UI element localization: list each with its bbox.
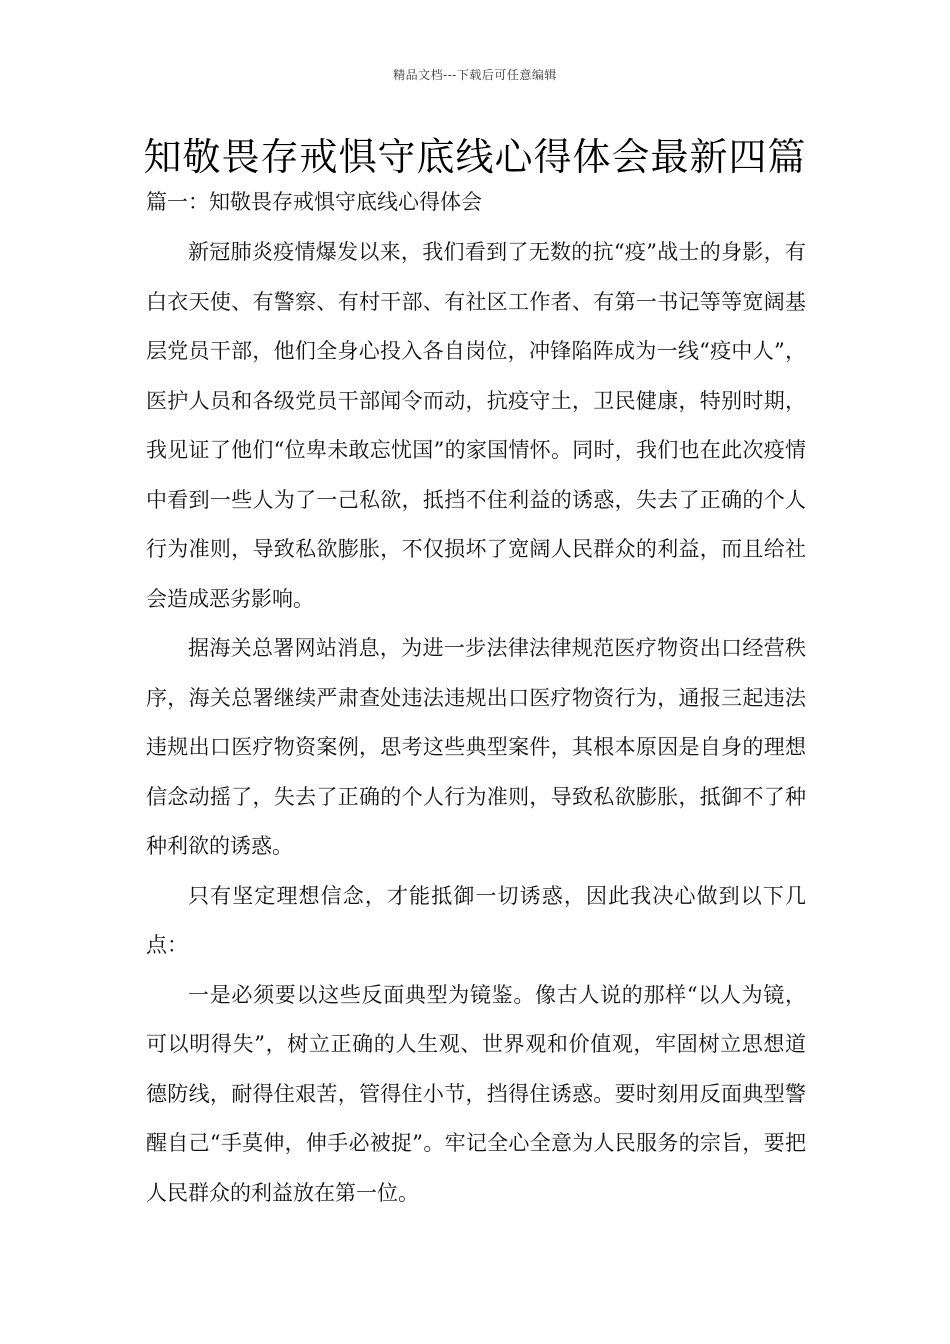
- paragraph-3: 只有坚定理想信念，才能抵御一切诱惑，因此我决心做到以下几点：: [146, 883, 806, 957]
- document-title: 知敬畏存戒惧守底线心得体会最新四篇: [143, 135, 807, 179]
- header-note: 精品文档---下载后可任意编辑: [393, 68, 557, 82]
- paragraph-4: 一是必须要以这些反面典型为镜鉴。像古人说的那样“以人为镜，可以明得失”，树立正确的人生观、世界观和价值观，牢固树立思想道德防线，耐得住艰苦，管得住小节，挡得住诱惑。要时刻用反面典型警醒自己“手莫伸，伸手必被捉”。牢记全心全意为人民服务的宗旨，要把人民群众的利益放在第一位。: [146, 982, 806, 1205]
- paragraph-2: 据海关总署网站消息，为进一步法律法律规范医疗物资出口经营秩序，海关总署继续严肃查处违法违规出口医疗物资行为，通报三起违法违规出口医疗物资案例，思考这些典型案件，其根本原因是自身的理想信念动摇了，失去了正确的个人行为准则，导致私欲膨胀，抵御不了种种利欲的诱惑。: [146, 636, 806, 858]
- document-body: [146, 185, 806, 1218]
- paragraph-1: 新冠肺炎疫情爆发以来，我们看到了无数的抗“疫”战士的身影，有白衣天使、有警察、有村干部、有社区工作者、有第一书记等等宽阔基层党员干部，他们全身心投入各自岗位，冲锋陷阵成为一线“疫中人”，医护人员和各级党员干部闻令而动，抗疫守土，卫民健康，特别时期，我见证了他们“位卑未敢忘忧国”的家国情怀。同时，我们也在此次疫情中看到一些人为了一己私欲，抵挡不住利益的诱惑，失去了正确的个人行为准则，导致私欲膨胀，不仅损坏了宽阔人民群众的利益，而且给社会造成恶劣影响。: [146, 240, 806, 611]
- section-heading: 篇一：知敬畏存戒惧守底线心得体会: [146, 190, 482, 214]
